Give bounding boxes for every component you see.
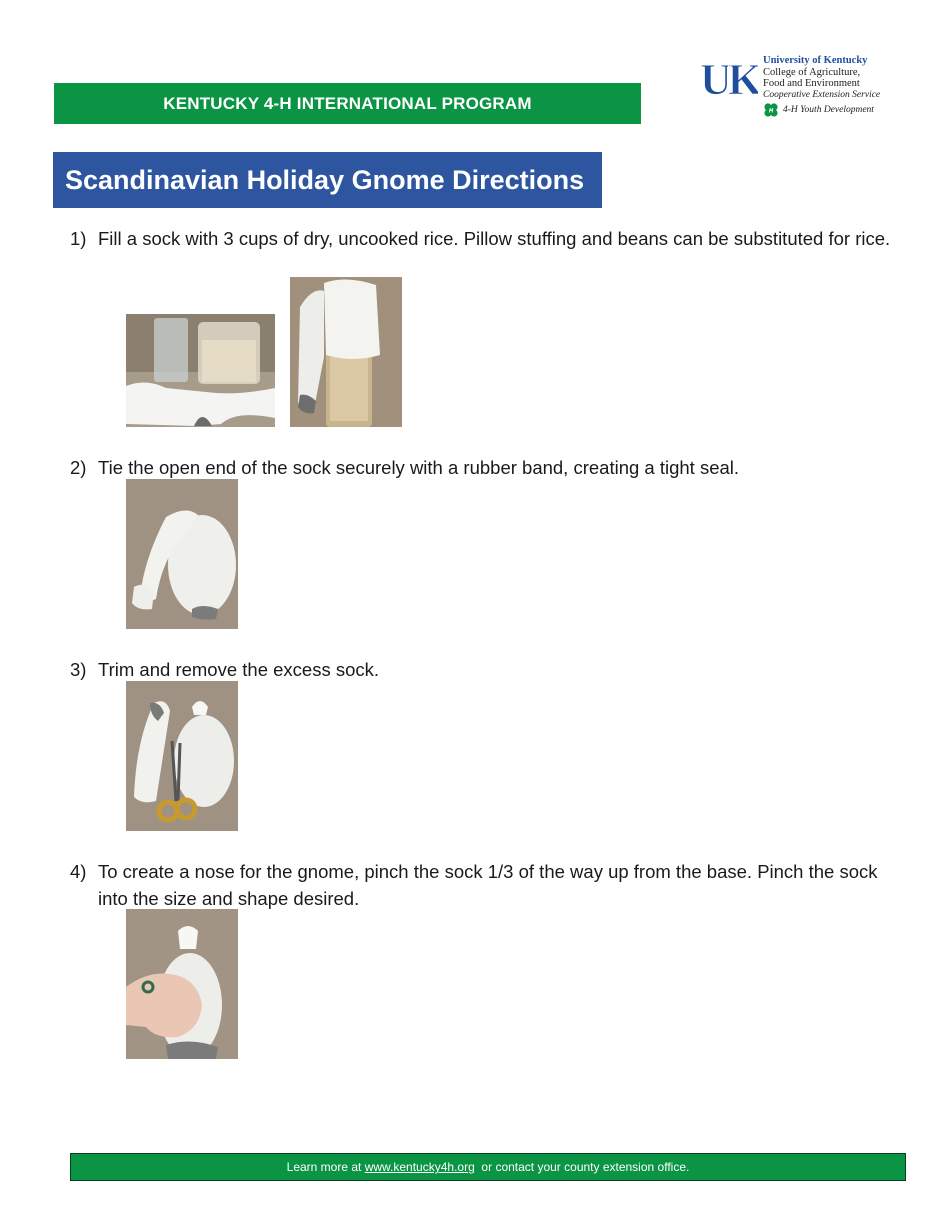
step-1 <box>70 225 900 252</box>
footer-link[interactable]: www.kentucky4h.org <box>364 1160 475 1174</box>
logo-text <box>763 55 880 101</box>
clover-icon <box>763 102 779 118</box>
footer-suffix: or contact your county extension office. <box>474 1160 690 1174</box>
logo-college-2: Food and Environment <box>763 78 860 89</box>
footer-prefix: Learn more at <box>286 1160 365 1174</box>
logo-4h-label: 4-H Youth Development <box>783 105 874 115</box>
photo-pinching-nose <box>126 909 238 1059</box>
photo-tied-sock <box>126 479 238 629</box>
step-2 <box>70 454 900 481</box>
photo-trimmed-sock-scissors <box>126 681 238 831</box>
logo-4h <box>763 102 874 118</box>
step-4 <box>70 858 900 912</box>
uk-logo <box>700 54 900 124</box>
page-title: Scandinavian Holiday Gnome Directions <box>53 152 602 208</box>
step-number: 2) <box>70 457 87 478</box>
step-text: To create a nose for the gnome, pinch the sock 1/3 of the way up from the base. Pinch the sock into the size and shape desired. <box>98 861 878 909</box>
step-number: 3) <box>70 659 87 680</box>
step-number: 4) <box>70 861 87 882</box>
step-3 <box>70 656 900 683</box>
logo-college: College of Agriculture, <box>763 66 861 78</box>
logo-extension: Cooperative Extension Service <box>763 89 881 100</box>
step-text: Fill a sock with 3 cups of dry, uncooked rice. Pillow stuffing and beans can be substituted for rice. <box>98 228 891 249</box>
step-text: Tie the open end of the sock securely with a rubber band, creating a tight seal. <box>98 457 740 478</box>
program-banner: KENTUCKY 4-H INTERNATIONAL PROGRAM <box>54 83 641 124</box>
step-number: 1) <box>70 228 87 249</box>
footer-bar <box>70 1153 906 1181</box>
svg-text:H: H <box>768 108 774 115</box>
logo-university: University of Kentucky <box>763 55 868 66</box>
photo-sock-over-jar <box>290 277 402 427</box>
svg-text:UK: UK <box>700 55 758 100</box>
photo-rice-measuring-cup <box>126 314 275 427</box>
uk-monogram-icon <box>700 54 758 100</box>
step-text: Trim and remove the excess sock. <box>98 659 380 680</box>
